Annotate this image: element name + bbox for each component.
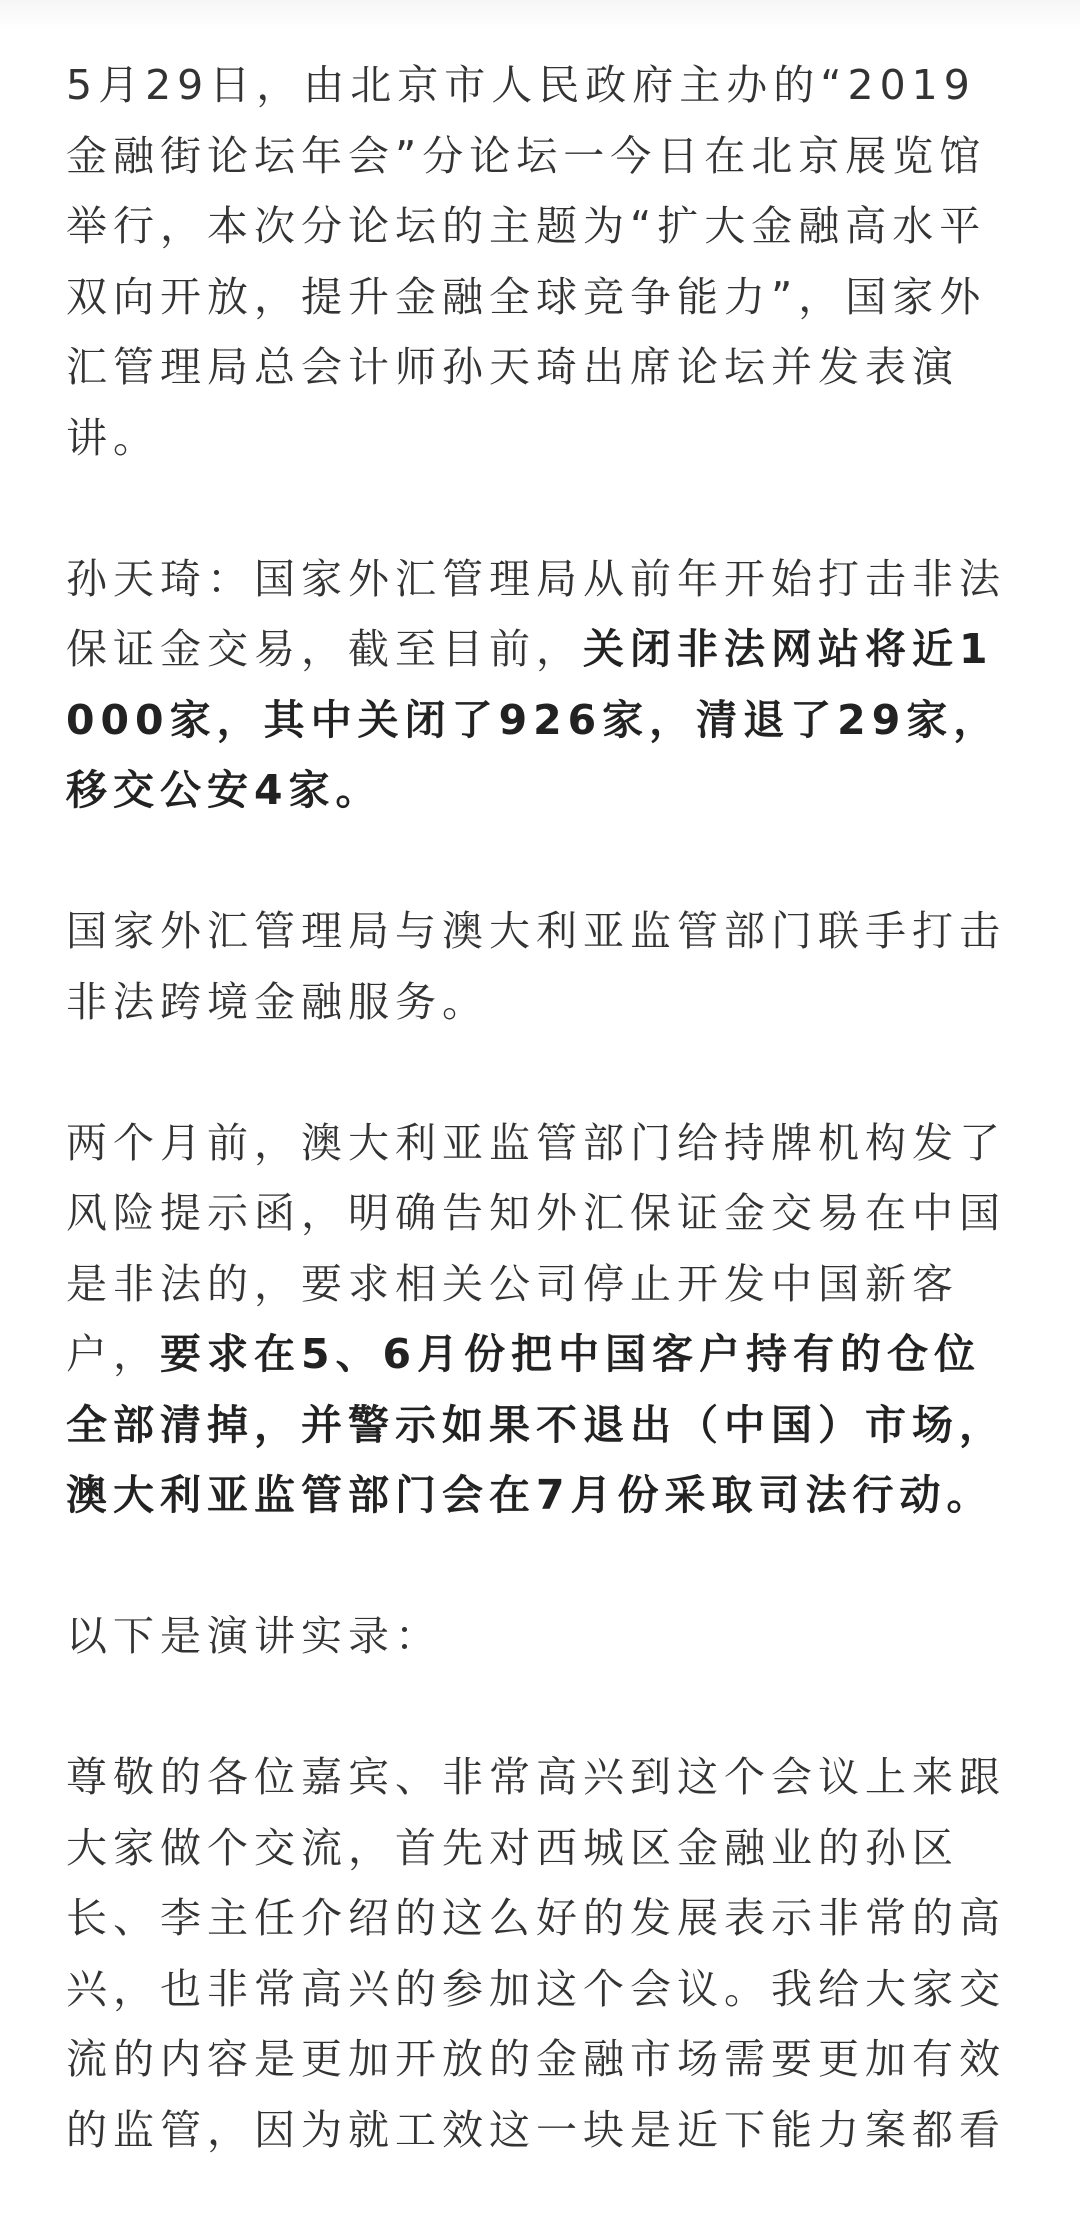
paragraph-forum-intro (66, 50, 1014, 473)
paragraph-text: 孙天琦：国家外汇管理局从前年开始打击非法保证金交易，截至目前， (66, 554, 1006, 673)
paragraph-text: 国家外汇管理局与澳大利亚监管部门联手打击非法跨境金融服务。 (66, 907, 1006, 1026)
article-body (66, 50, 1014, 2236)
paragraph-text: 以下是演讲实录： (66, 1612, 442, 1660)
paragraph-speech-opening (66, 1742, 1014, 2165)
paragraph-text: 5月29日，由北京市人民政府主办的“2019金融街论坛年会”分论坛一今日在北京展览馆举行，本次分论坛的主题为“扩大金融高水平双向开放，提升金融全球竞争能力”，国家外汇管理局总会计师孙天琦出席论坛并发表演讲。 (66, 61, 987, 462)
paragraph-risk-notice (66, 1108, 1014, 1531)
paragraph-transcript-heading (66, 1601, 1014, 1672)
top-divider (0, 0, 1080, 30)
paragraph-text: 两个月前，澳大利亚监管部门给持牌机构发了风险提示函，明确告知外汇保证金交易在中国是非法的，要求相关公司停止开发中国新客户， (66, 1118, 1006, 1378)
paragraph-text: 尊敬的各位嘉宾、非常高兴到这个会议上来跟大家做个交流，首先对西城区金融业的孙区长、李主任介绍的这么好的发展表示非常的高兴，也非常高兴的参加这个会议。我给大家交流的内容是更加开放的金融市场需要更加有效的监管，因为就工效这一块是近下能力案都看 (66, 1753, 1006, 2154)
highlighted-text: 要求在5、6月份把中国客户持有的仓位全部清掉，并警示如果不退出（中国）市场，澳大利亚监管部门会在7月份采取司法行动。 (66, 1330, 1006, 1519)
highlighted-text: 关闭非法网站将近1000家，其中关闭了926家，清退了29家，移交公安4家。 (66, 625, 1001, 814)
paragraph-illegal-sites (66, 544, 1014, 826)
paragraph-australia-cooperation (66, 896, 1014, 1037)
